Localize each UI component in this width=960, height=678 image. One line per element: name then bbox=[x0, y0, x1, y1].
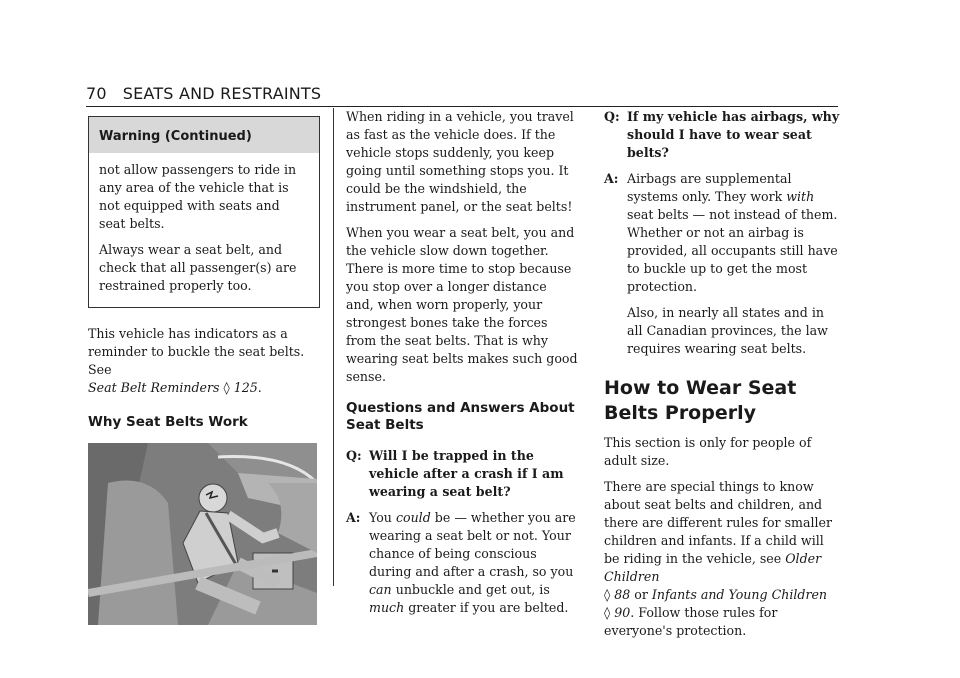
question-item bbox=[346, 447, 578, 501]
answer-item bbox=[604, 170, 840, 358]
question-text: Will I be trapped in the vehicle after a crash if I am wearing a seat belt? bbox=[369, 448, 564, 499]
answer-label: A: bbox=[346, 510, 361, 525]
page-reference-icon: ◊ bbox=[223, 380, 230, 395]
heading-questions-and-answers: Questions and Answers About Seat Belts bbox=[346, 400, 575, 433]
link-page-88[interactable]: 88 bbox=[614, 587, 631, 602]
heading-why-seat-belts-work: Why Seat Belts Work bbox=[88, 414, 248, 430]
paragraph: When you wear a seat belt, you and the vehicle slow down together. There is more time to stop because you stop over a longer distance and, when worn properly, your strongest bones take the forces from the seat belts. That is why wearing seat belts makes such good sense. bbox=[346, 225, 578, 384]
link-seat-belt-reminders[interactable]: Seat Belt Reminders bbox=[88, 380, 220, 395]
paragraph: When riding in a vehicle, you travel as fast as the vehicle does. If the vehicle stops suddenly, you keep going until something stops you. It could be the windshield, the instrument panel, or the seat belts! bbox=[346, 109, 574, 214]
link-page-125[interactable]: 125 bbox=[233, 380, 258, 395]
link-infants-young-children[interactable]: Infants and Young Children bbox=[651, 587, 828, 602]
warning-text: not allow passengers to ride in any area of the vehicle that is not equipped with seats and seat belts. bbox=[99, 162, 297, 231]
page-reference-icon: ◊ bbox=[604, 587, 611, 602]
question-label: Q: bbox=[604, 109, 620, 124]
question-item bbox=[604, 108, 840, 162]
answer-text: You could be — whether you are wearing a seat belt or not. Your chance of being conscious during and after a crash, so you can unbuckle and get out, is much greater if you are belted. bbox=[369, 510, 576, 615]
answer-label: A: bbox=[604, 171, 619, 186]
page-reference-icon: ◊ bbox=[604, 605, 611, 620]
paragraph: There are special things to know about seat belts and children, and there are different rules for smaller children and infants. If a child will be riding in the vehicle, see Older Children ◊ 88 or Infants and Young Children ◊ 90. Follow those rules for everyone's protection. bbox=[604, 479, 833, 638]
paragraph: This section is only for people of adult size. bbox=[604, 435, 812, 468]
indicators-paragraph: This vehicle has indicators as a reminder to buckle the seat belts. See Seat Belt Reminders ◊ 125. bbox=[88, 326, 305, 395]
page-header bbox=[86, 84, 838, 107]
section-title: SEATS AND RESTRAINTS bbox=[122, 84, 322, 103]
link-page-90[interactable]: 90 bbox=[614, 605, 631, 620]
page-number: 70 bbox=[86, 84, 107, 103]
middle-column bbox=[346, 108, 578, 617]
warning-text: Always wear a seat belt, and check that all passenger(s) are restrained properly too. bbox=[99, 242, 297, 293]
question-text: If my vehicle has airbags, why should I have to wear seat belts? bbox=[627, 109, 840, 160]
left-column bbox=[88, 108, 320, 629]
warning-box bbox=[88, 116, 320, 308]
answer-item bbox=[346, 509, 578, 617]
column-divider bbox=[333, 108, 334, 586]
crash-dummy-illustration bbox=[88, 443, 317, 625]
link-older-children[interactable]: Older Children bbox=[604, 551, 822, 584]
warning-title: Warning (Continued) bbox=[89, 117, 319, 153]
right-column bbox=[604, 108, 840, 640]
question-label: Q: bbox=[346, 448, 362, 463]
heading-how-to-wear: How to Wear Seat Belts Properly bbox=[604, 377, 797, 424]
warning-body bbox=[89, 153, 319, 307]
answer-text: Airbags are supplemental systems only. They work with seat belts — not instead of them. Whether or not an airbag is provided, all occupants still have to buckle up to get the most protection. Also, in nearly all states and in all Canadian provinces, the law requires wearing seat belts. bbox=[627, 171, 838, 356]
